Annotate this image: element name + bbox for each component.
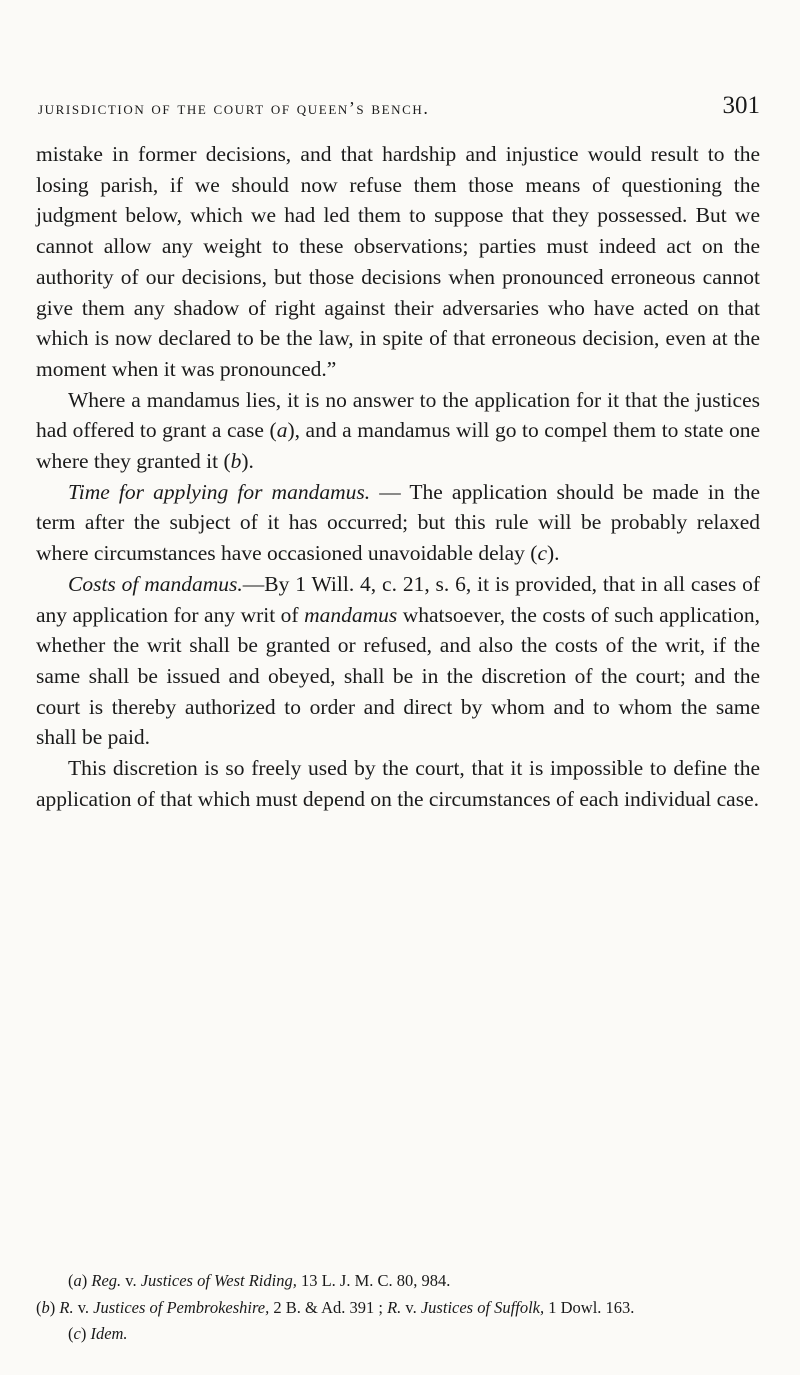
paragraph-5 (36, 753, 760, 814)
footnote-b-party: R. (59, 1297, 74, 1317)
footnote-a-party: Reg. (91, 1271, 122, 1290)
footnote-c-text: Idem. (90, 1324, 128, 1343)
footnote-b-party-2: R. (387, 1297, 402, 1317)
footnote-a-label: a (73, 1271, 82, 1290)
section-heading-costs: Costs of mandamus. (68, 571, 243, 596)
paragraph-4-text-b: whatsoever, the costs of such application, whether the writ shall be granted or refused, and also the costs of the writ, if the same shall be issued and obeyed, shall be in the discretion of the court; and the court is thereby authorized to order and direct by whom and to whom the same shall be paid. (36, 602, 760, 750)
section-heading-time: Time for applying for mandamus. (68, 479, 371, 504)
paragraph-3 (36, 477, 760, 569)
footnote-b-citation-2: 1 Dowl. 163. (544, 1297, 635, 1317)
footnote-b: (b) R. v. Justices of Pembrokeshire, 2 B. & Ad. 391 ; R. v. Justices of Suffolk, 1 Dowl. 163. (36, 1297, 635, 1317)
footnote-a-case: Justices of West Riding, (140, 1271, 297, 1290)
paragraph-2-text-a: Where a mandamus lies, it is no answer to the application for it that the justices had offered to grant a case ( (36, 387, 760, 443)
footnote-b-versus: v. (73, 1297, 94, 1317)
body-text (36, 139, 760, 814)
running-title: jurisdiction of the court of queen’s bench. (38, 98, 430, 118)
running-header (36, 92, 760, 126)
footnote-b-case-2: Justices of Suffolk, (420, 1297, 545, 1317)
paragraph-2-text-c: ). (241, 449, 254, 474)
paragraph-1 (36, 139, 760, 385)
footnote-b-citation: 2 B. & Ad. 391 ; (269, 1297, 388, 1317)
footnote-c: (c) Idem. (68, 1324, 128, 1343)
footnote-b-versus-2: v. (401, 1297, 421, 1317)
footnote-b-label: b (41, 1297, 50, 1317)
paragraph-2-text-b: ), and a mandamus will go to compel them to state one where they granted it ( (36, 418, 760, 474)
footnote-b-case: Justices of Pembrokeshire, (93, 1297, 270, 1317)
paragraph-4-text-a: —By 1 Will. 4, c. 21, s. 6, it is provided, that in all cases of any application for any writ of (36, 571, 760, 627)
footnote-ref-a: a (276, 418, 288, 443)
paragraph-3-text-b: ). (547, 541, 560, 566)
paragraph-1-text: mistake in former decisions, and that hardship and injustice would result to the losing parish, if we should now refuse them those means of questioning the judgment below, which we had led them to suppose that they possessed. But we cannot allow any weight to these observations; parties must indeed act on the authority of our decisions, but those decisions when pronounced erroneous cannot give them any shadow of right against their adversaries who have acted on that which is now declared to be the law, in spite of that erroneous decision, even at the moment when it was pronounced.” (36, 142, 760, 381)
footnote-a: (a) Reg. v. Justices of West Riding, 13 L. J. M. C. 80, 984. (68, 1271, 451, 1290)
footnote-a-citation: 13 L. J. M. C. 80, 984. (296, 1271, 451, 1290)
paragraph-2 (36, 385, 760, 477)
footnote-a-versus: v. (121, 1271, 141, 1290)
footnote-ref-b: b (230, 449, 242, 474)
paragraph-3-text-a: — The application should be made in the term after the subject of it has occurred; but this rule will be probably relaxed where circumstances have occasioned unavoidable delay ( (36, 479, 760, 566)
paragraph-5-text: This discretion is so freely used by the court, that it is impossible to define the application of that which must depend on the circumstances of each individual case. (36, 756, 760, 811)
footnote-c-label: c (73, 1324, 81, 1343)
footnotes (36, 1268, 760, 1348)
footnote-ref-c: c (537, 541, 547, 566)
mandamus-term: mandamus (304, 602, 398, 627)
paragraph-4 (36, 569, 760, 753)
page-number: 301 (722, 92, 760, 119)
